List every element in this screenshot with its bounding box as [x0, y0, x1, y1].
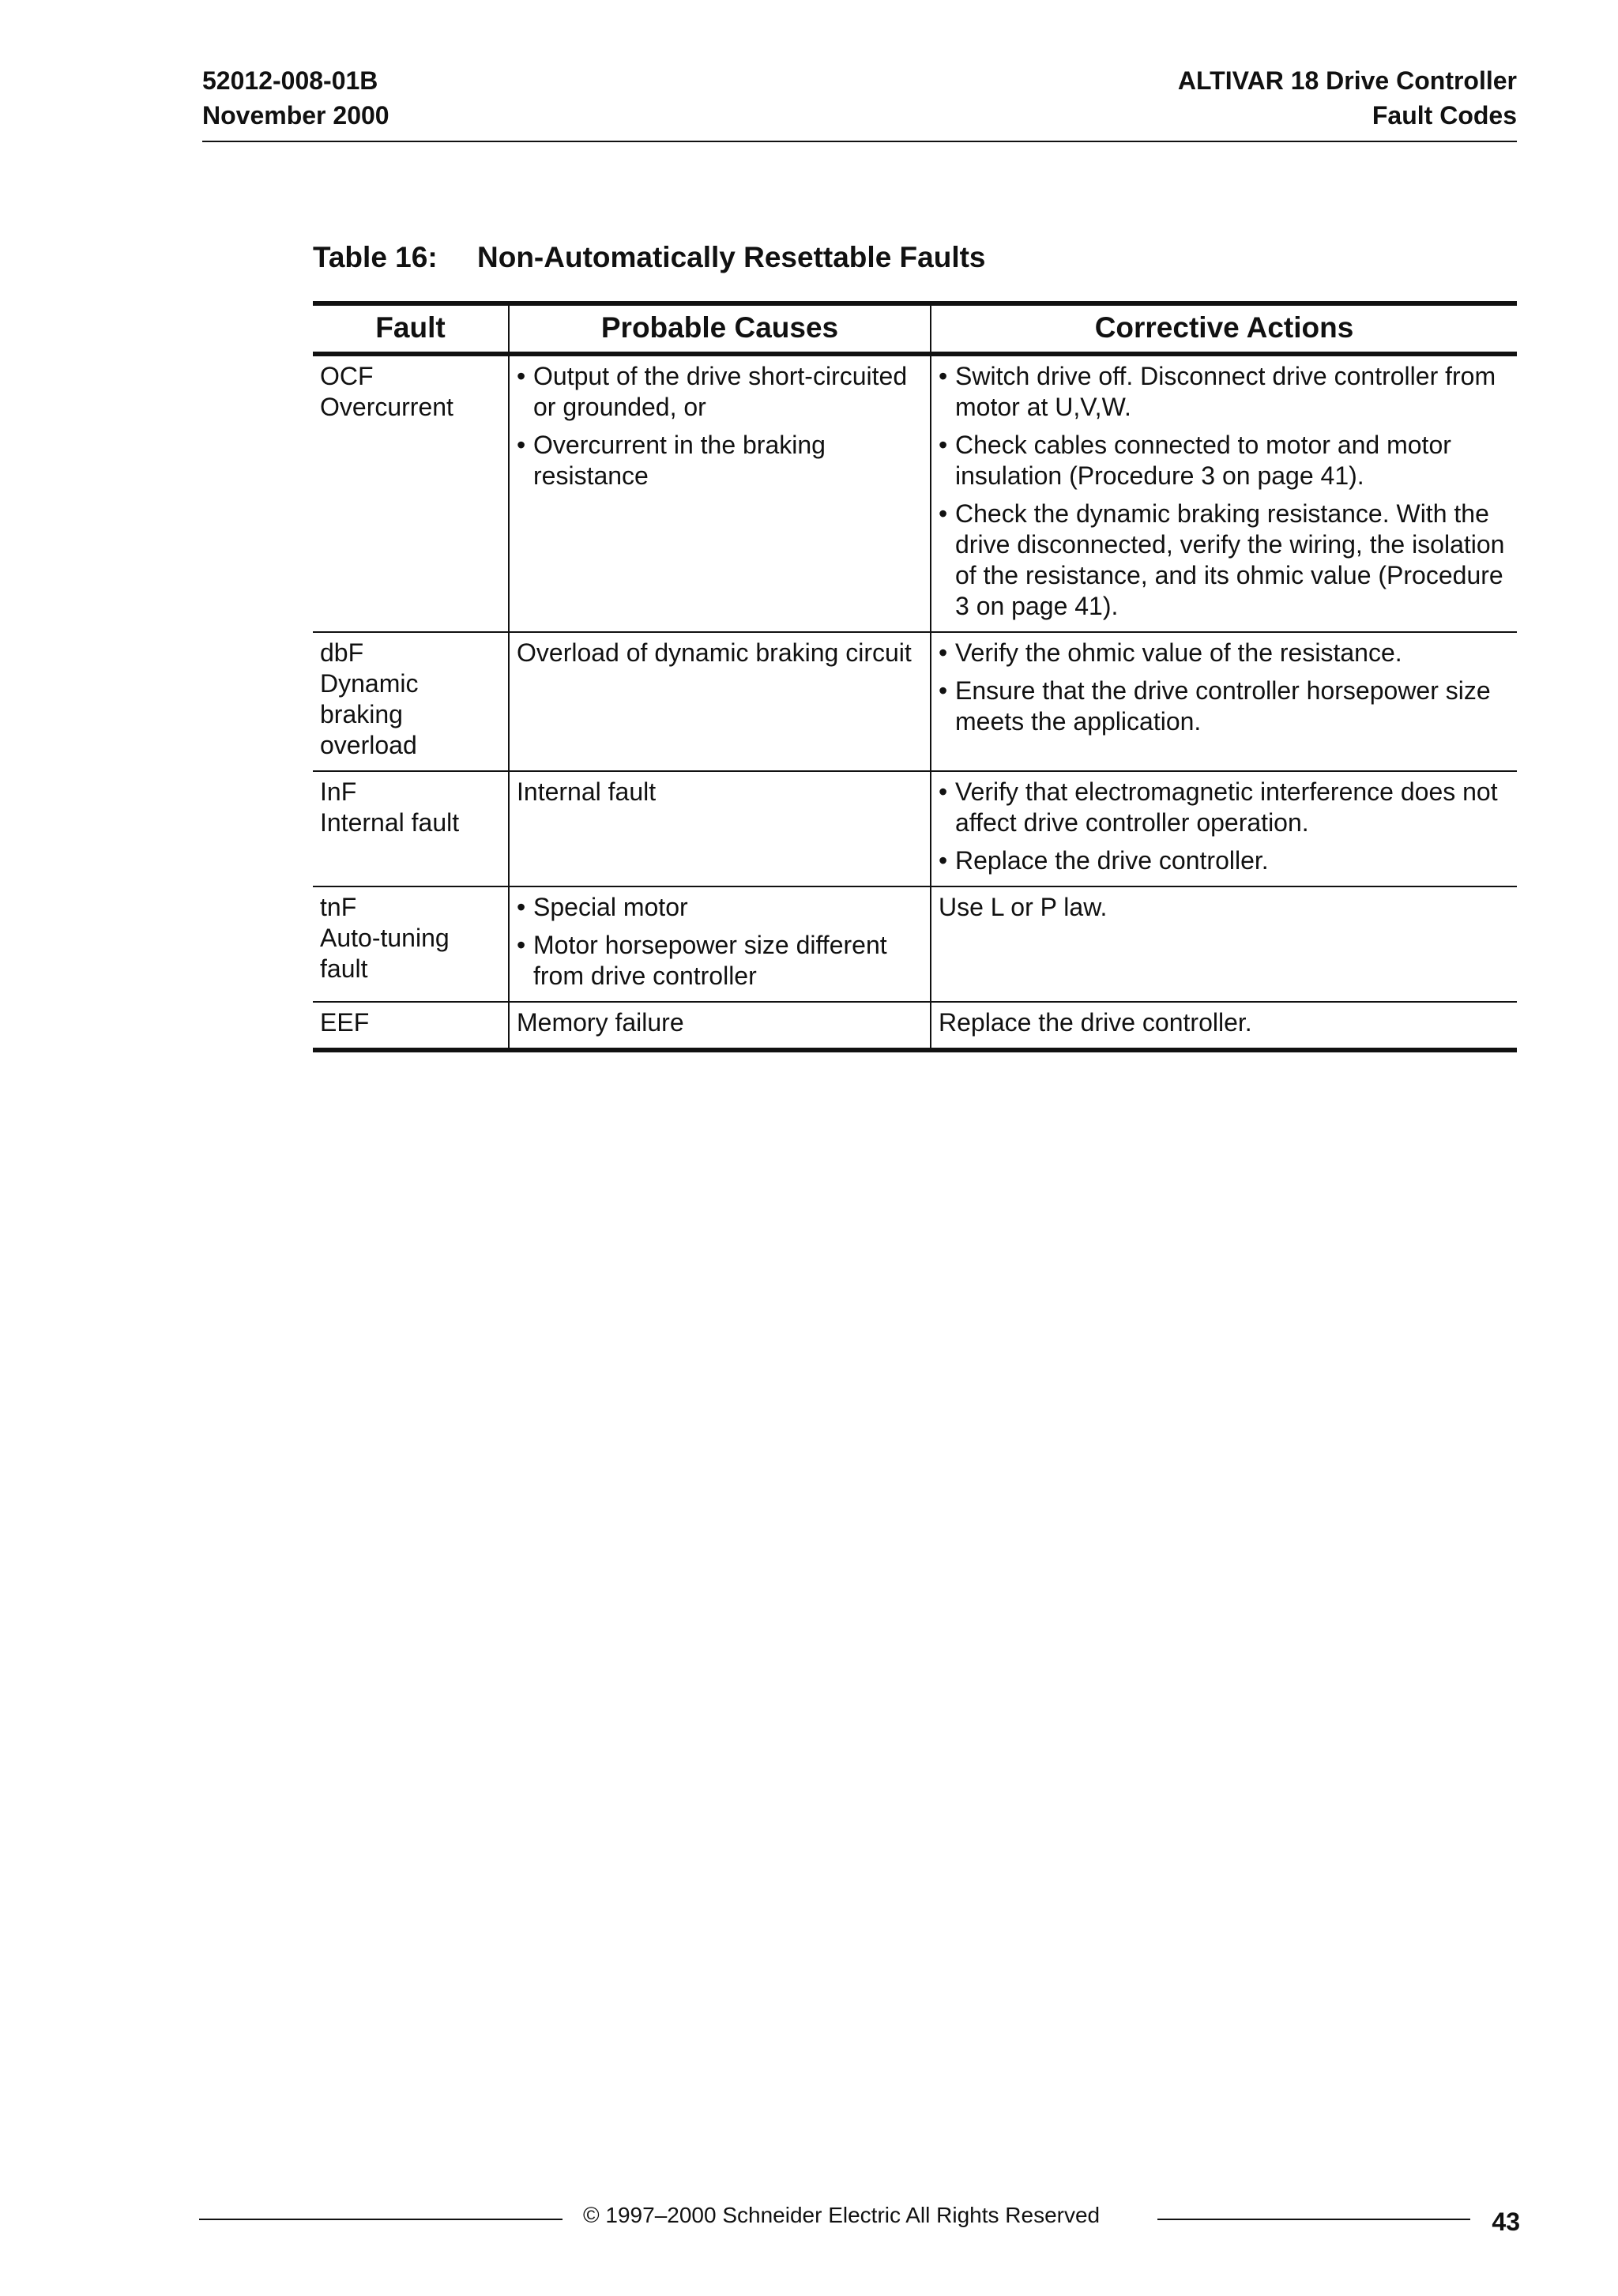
- table-row: [313, 354, 1517, 632]
- causes-cell: Internal fault: [509, 771, 931, 886]
- table-header-row: [313, 303, 1517, 354]
- cause-item: • Special motor: [517, 892, 924, 923]
- actions-cell: [931, 354, 1517, 632]
- action-item: • Replace the drive controller.: [939, 845, 1511, 876]
- cause-item: • Output of the drive short-circuited or grounded, or: [517, 361, 924, 423]
- column-header-actions: Corrective Actions: [931, 303, 1517, 354]
- actions-cell: Use L or P law.: [931, 886, 1517, 1002]
- header-divider: [202, 141, 1517, 142]
- causes-list: [517, 361, 924, 491]
- fault-code: tnF: [320, 893, 357, 921]
- action-item: • Verify that electromagnetic interference does not affect drive controller operation.: [939, 777, 1511, 838]
- fault-table: [313, 301, 1517, 1052]
- fault-name: Auto-tuning fault: [320, 924, 450, 983]
- table-caption-title: Non-Automatically Resettable Faults: [477, 241, 986, 273]
- action-item: • Check cables connected to motor and motor insulation (Procedure 3 on page 41).: [939, 430, 1511, 491]
- fault-cell: [313, 886, 509, 1002]
- actions-cell: [931, 771, 1517, 886]
- document-date: November 2000: [202, 101, 389, 130]
- actions-cell: Replace the drive controller.: [931, 1002, 1517, 1050]
- action-item: • Ensure that the drive controller horsepower size meets the application.: [939, 676, 1511, 737]
- table-row: [313, 771, 1517, 886]
- column-header-fault: Fault: [313, 303, 509, 354]
- actions-cell: [931, 632, 1517, 771]
- actions-list: [939, 638, 1511, 737]
- column-header-causes: Probable Causes: [509, 303, 931, 354]
- fault-name: Overcurrent: [320, 393, 453, 421]
- page-number: 43: [1492, 2208, 1520, 2236]
- table-caption: [313, 239, 986, 277]
- product-title: ALTIVAR 18 Drive Controller: [1177, 66, 1517, 95]
- document-header-left: [202, 63, 389, 133]
- action-item: • Check the dynamic braking resistance. With the drive disconnected, verify the wiring, the isolation of the resistance, and its ohmic value (Procedure 3 on page 41).: [939, 499, 1511, 622]
- fault-cell: [313, 632, 509, 771]
- cause-item: • Motor horsepower size different from drive controller: [517, 930, 924, 992]
- causes-cell: Memory failure: [509, 1002, 931, 1050]
- causes-list: [517, 892, 924, 992]
- table-caption-number: Table 16:: [313, 241, 438, 273]
- fault-code: EEF: [320, 1008, 370, 1037]
- fault-cell: [313, 771, 509, 886]
- cause-item: • Overcurrent in the braking resistance: [517, 430, 924, 491]
- footer-rule-right: [1157, 2219, 1470, 2220]
- fault-name: Internal fault: [320, 808, 460, 837]
- copyright-notice: © 1997–2000 Schneider Electric All Rights Reserved: [583, 2203, 1101, 2227]
- fault-code: InF: [320, 777, 357, 806]
- table-row: [313, 886, 1517, 1002]
- causes-cell: [509, 354, 931, 632]
- fault-name: Dynamic braking overload: [320, 669, 419, 759]
- table-row: [313, 632, 1517, 771]
- fault-cell: [313, 1002, 509, 1050]
- causes-cell: Overload of dynamic braking circuit: [509, 632, 931, 771]
- section-title: Fault Codes: [1372, 101, 1517, 130]
- actions-list: [939, 361, 1511, 622]
- fault-code: OCF: [320, 362, 374, 390]
- fault-code: dbF: [320, 638, 364, 667]
- actions-list: [939, 777, 1511, 876]
- action-item: • Verify the ohmic value of the resistance.: [939, 638, 1511, 668]
- document-number: 52012-008-01B: [202, 66, 378, 95]
- table-row: [313, 1002, 1517, 1050]
- footer-rule-left: [199, 2219, 563, 2220]
- action-item: • Switch drive off. Disconnect drive controller from motor at U,V,W.: [939, 361, 1511, 423]
- causes-cell: [509, 886, 931, 1002]
- fault-cell: [313, 354, 509, 632]
- document-header-right: [1178, 63, 1517, 133]
